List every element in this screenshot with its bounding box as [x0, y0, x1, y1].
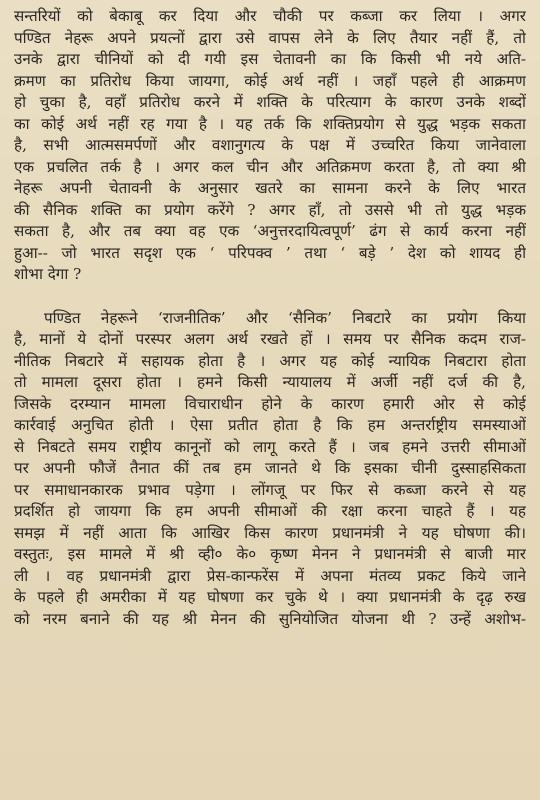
text-line: हुआ-- जो भारत सदृश एक ‘ परिपक्व ’ तथा ‘ बड़े ’ देश को शायद ही — [14, 243, 526, 262]
text-line: पर समाधानकारक प्रभाव पड़ेगा । लोंगजू पर फिर से कब्जा करने से यह — [14, 480, 526, 499]
text-line: शोभा देगा ? — [14, 265, 82, 283]
text-line: समझ में नहीं आता कि आखिर किस कारण प्रधानमंत्री ने यह घोषणा की। — [14, 523, 526, 542]
text-line: वस्तुतः, इस मामले में श्री व्ही० के० कृष्ण मेनन ने प्रधानमंत्री से बाजी मार — [14, 545, 526, 563]
text-line: क्रमण का प्रतिरोध किया जायगा, कोई अर्थ नहीं । जहाँ पहले ही आक्रमण — [14, 71, 526, 90]
text-line: हो चुका है, वहाँ प्रतिरोध करने में शक्ति के परित्याग के कारण उनके शब्दों — [14, 93, 526, 111]
text-line: तो मामला दूसरा होता । हमने किसी न्यायालय में अर्जी नहीं दर्ज की है, — [14, 373, 526, 391]
text-line: नेहरू अपनी चेतावनी के अनुसार खतरे का सामना करने के लिए भारत — [14, 179, 526, 197]
text-line: की सैनिक शक्ति का प्रयोग करेंगे ? अगर हाँ, तो उससे भी तो युद्ध भड़क — [14, 200, 526, 219]
paragraph-1 — [14, 6, 526, 286]
text-line: के पहले ही अमरीका में यह घोषणा कर चुके थे । क्या प्रधानमंत्री के दृढ़ रुख — [14, 588, 526, 606]
text-line: से निबटते समय राष्ट्रीय कानूनों को लागू करते हैं । जब हमने उत्तरी सीमाओं — [14, 437, 526, 456]
text-line: जिसके दरम्यान मामला विचाराधीन होने के कारण हमारी ओर से कोई — [14, 394, 526, 413]
text-line: पण्डित नेहरू अपने प्रयत्नों द्वारा उसे वापस लेने के लिए तैयार नहीं हैं, तो — [14, 28, 526, 47]
text-line: को नरम बनाने की यह श्री मेनन की सुनियोजित योजना थी ? उन्हें अशोभ- — [14, 609, 526, 628]
text-line: पण्डित नेहरूने ‘राजनीतिक’ और ‘सैनिक’ निबटारे का प्रयोग किया — [44, 308, 526, 327]
paragraph-2 — [14, 308, 526, 631]
text-line: है, सभी आत्मसमर्पणों और वशानुगत्य के पक्ष में उच्चरित किया जानेवाला — [14, 136, 526, 154]
text-line: उनके द्वारा चीनियों को दी गयी इस चेतावनी का कि किसी भी नये अति- — [14, 50, 526, 68]
text-line: सन्तरियों को बेकाबू कर दिया और चौकी पर कब्जा कर लिया । अगर — [14, 7, 526, 25]
text-line: प्रदर्शित हो जायगा कि हम अपनी सीमाओं की रक्षा करना चाहते हैं । यह — [14, 502, 526, 520]
text-line: कार्रवाई अनुचित होती । ऐसा प्रतीत होता है कि हम अन्तर्राष्ट्रीय समस्याओं — [14, 416, 526, 434]
paragraph-spacer — [14, 286, 526, 308]
text-line: एक प्रचलित तर्क है । अगर कल चीन और अतिक्रमण करता है, तो क्या श्री — [14, 157, 526, 176]
text-line: नीतिक निबटारे में सहायक होता है । अगर यह कोई न्यायिक निबटारा होता — [14, 351, 526, 370]
text-line: पर अपनी फौजें तैनात कीं तब हम जानते थे कि इसका चीनी दुस्साहसिकता — [14, 459, 526, 477]
text-line: ली । वह प्रधानमंत्री द्वारा प्रेस-कान्फरेंस में अपना मंतव्य प्रकट किये जाने — [14, 566, 526, 585]
text-line: का कोई अर्थ नहीं रह गया है । यह तर्क कि शक्तिप्रयोग से युद्ध भड़क सकता — [14, 114, 526, 133]
text-line: है, मानों ये दोनों परस्पर अलग अर्थ रखते हों । समय पर सैनिक कदम राज- — [14, 330, 526, 348]
text-line: सकता है, और तब क्या वह एक ‘अनुत्तरदायित्वपूर्ण’ ढंग से कार्य करना नहीं — [14, 222, 526, 240]
